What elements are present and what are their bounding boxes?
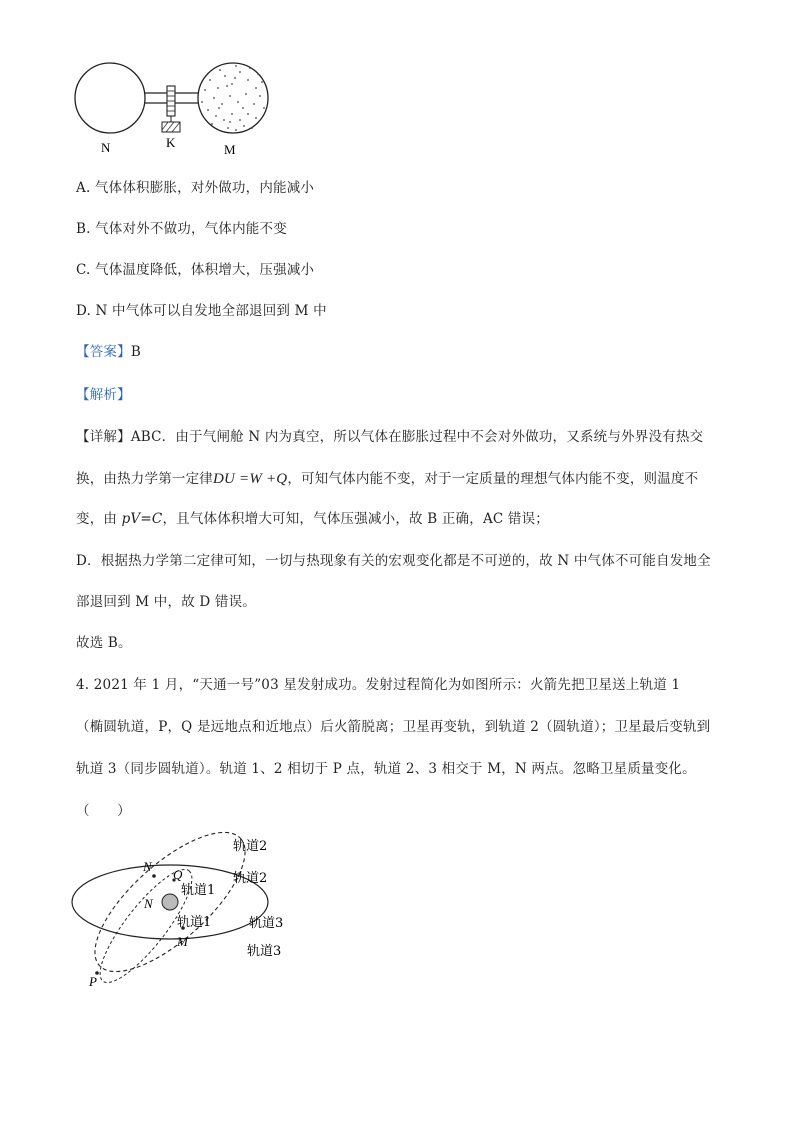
label-m: M xyxy=(224,142,236,157)
question4-line-1: 4. 2021 年 1 月，“天通一号”03 星发射成功。发射过程简化为如图所示：火箭先把卫星送上轨道 1 xyxy=(76,677,681,693)
detail-line-5: 部退回到 M 中，故 D 错误。 xyxy=(76,594,257,610)
answer-value: B xyxy=(130,344,141,360)
gas-particles xyxy=(201,65,265,131)
valve-handle xyxy=(162,122,180,132)
option-b: B. 气体对外不做功，气体内能不变 xyxy=(76,221,287,237)
label-track2-b: 轨道2 xyxy=(233,871,268,886)
pv-equation: pV=C xyxy=(121,511,163,527)
orbit-figure xyxy=(60,828,320,998)
conclusion-line: 故选 B。 xyxy=(76,635,132,651)
label-n: N xyxy=(101,140,111,155)
analysis-tag: 【解析】 xyxy=(76,387,131,403)
analysis-line xyxy=(76,385,131,405)
question4-line-3: 轨道 3（同步圆轨道）。轨道 1、2 相切于 P 点，轨道 2、3 相交于 M，N 两点。忽略卫星质量变化。 xyxy=(76,761,696,777)
detail-line-1 xyxy=(76,427,703,447)
answer-tag: 【答案】 xyxy=(76,344,131,360)
detail-line-2 xyxy=(76,469,698,489)
bulb-n xyxy=(75,63,145,133)
question4-line-2: （椭圆轨道，P，Q 是远地点和近地点）后火箭脱离；卫星再变轨，到轨道 2（圆轨道）；卫星最后变轨到 xyxy=(76,719,711,735)
label-n-top: N xyxy=(143,859,152,874)
label-track3-a: 轨道3 xyxy=(249,916,284,931)
label-n-center: N xyxy=(144,896,153,911)
detail-text-3b: ，且气体体积增大可知，气体压强减小，故 B 正确，AC 错误； xyxy=(162,511,550,527)
label-track3-b: 轨道3 xyxy=(247,944,282,959)
detail-line-4: D．根据热力学第二定律可知，一切与热现象有关的宏观变化都是不可逆的，故 N 中气体不可能自发地全 xyxy=(76,553,711,569)
detail-text-1: ABC．由于气闸舱 N 内为真空，所以气体在膨胀过程中不会对外做功，又系统与外界没有热交 xyxy=(130,429,704,445)
option-c: C. 气体温度降低，体积增大，压强减小 xyxy=(76,262,315,278)
earth-center xyxy=(162,894,178,910)
detail-text-2b: ，可知气体内能不变，对于一定质量的理想气体内能不变，则温度不 xyxy=(287,471,699,487)
detail-text-3a: 变，由 xyxy=(76,511,122,527)
answer-line xyxy=(76,342,141,362)
label-track1-a: 轨道1 xyxy=(181,883,216,898)
label-m: M xyxy=(177,934,188,949)
question4-choice-paren: （ ） xyxy=(76,803,131,819)
option-d: D. N 中气体可以自发地全部退回到 M 中 xyxy=(76,303,327,319)
detail-text-2a: 换，由热力学第一定律 xyxy=(76,471,213,487)
label-p: P xyxy=(89,974,97,989)
first-law-equation: DU =W +Q xyxy=(213,471,288,487)
label-q: Q xyxy=(173,867,183,882)
detail-line-3 xyxy=(76,509,549,529)
gas-valve-figure xyxy=(60,58,290,158)
option-a: A. 气体体积膨胀，对外做功，内能减小 xyxy=(76,180,315,196)
label-k: K xyxy=(166,135,176,150)
label-track1-b: 轨道1 xyxy=(177,915,212,930)
detail-tag: 【详解】 xyxy=(76,429,131,445)
label-track2-a: 轨道2 xyxy=(233,839,268,854)
